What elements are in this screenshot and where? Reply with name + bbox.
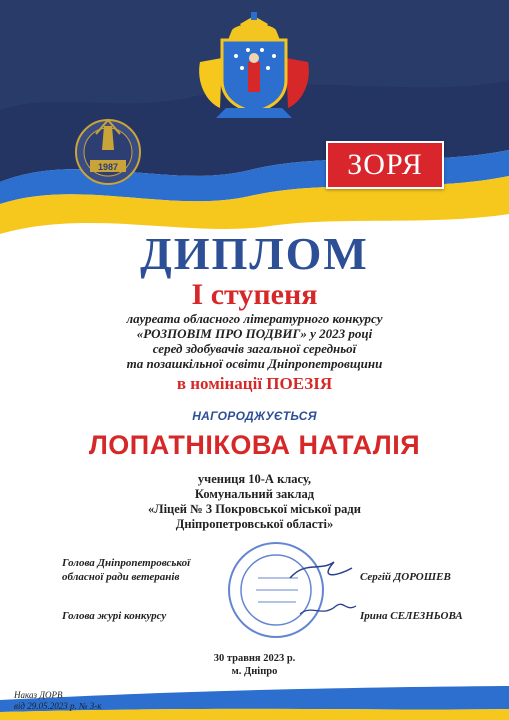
veterans-badge-icon <box>76 120 140 184</box>
zorya-logo-text: ЗОРЯ <box>347 148 423 181</box>
student-line: учениця 10-А класу, <box>197 472 312 486</box>
contest-line: та позашкільної освіти Дніпропетровщини <box>126 356 383 371</box>
order-line: Наказ ДОРВ <box>14 690 63 700</box>
diploma-degree: I ступеня <box>191 278 318 311</box>
contest-line: «РОЗПОВІМ ПРО ПОДВИГ» у 2023 році <box>136 326 373 341</box>
signer-name-seleznova: Ірина СЕЛЕЗНЬОВА <box>360 610 463 622</box>
issue-place: м. Дніпро <box>231 666 278 677</box>
signer-role-line: Голова Дніпропетровської <box>62 557 191 569</box>
signature-seleznova <box>300 604 356 614</box>
official-stamp-icon <box>229 543 323 637</box>
order-reference <box>14 690 101 712</box>
zorya-logo <box>326 141 444 189</box>
student-info <box>0 472 509 532</box>
signer-role-council <box>62 556 190 584</box>
signer-role-line: обласної ради ветеранів <box>62 571 180 583</box>
signer-name-doroshev: Сергій ДОРОШЕВ <box>360 571 451 583</box>
contest-line: лауреата обласного літературного конкурсу <box>126 311 383 326</box>
nomination: в номінації ПОЕЗІЯ <box>176 374 333 393</box>
issue-date: 30 травня 2023 р. <box>213 653 296 664</box>
student-line: Дніпропетровської області» <box>175 517 334 531</box>
svg-text:1987: 1987 <box>97 162 119 172</box>
diploma-title: ДИПЛОМ <box>140 228 369 279</box>
contest-description <box>0 311 509 371</box>
student-line: Комунальний заклад <box>194 487 315 501</box>
signer-role-jury: Голова журі конкурсу <box>62 610 167 622</box>
contest-line: серед здобувачів загальної середньої <box>152 341 357 356</box>
student-line: «Ліцей № 3 Покровської міської ради <box>148 502 361 516</box>
awarded-label: НАГОРОДЖУЄТЬСЯ <box>192 409 317 423</box>
recipient-name: ЛОПАТНІКОВА НАТАЛІЯ <box>88 430 421 460</box>
order-line: від 29.05.2023 р. № 3-к <box>14 701 102 711</box>
issue-date-place <box>0 652 509 678</box>
